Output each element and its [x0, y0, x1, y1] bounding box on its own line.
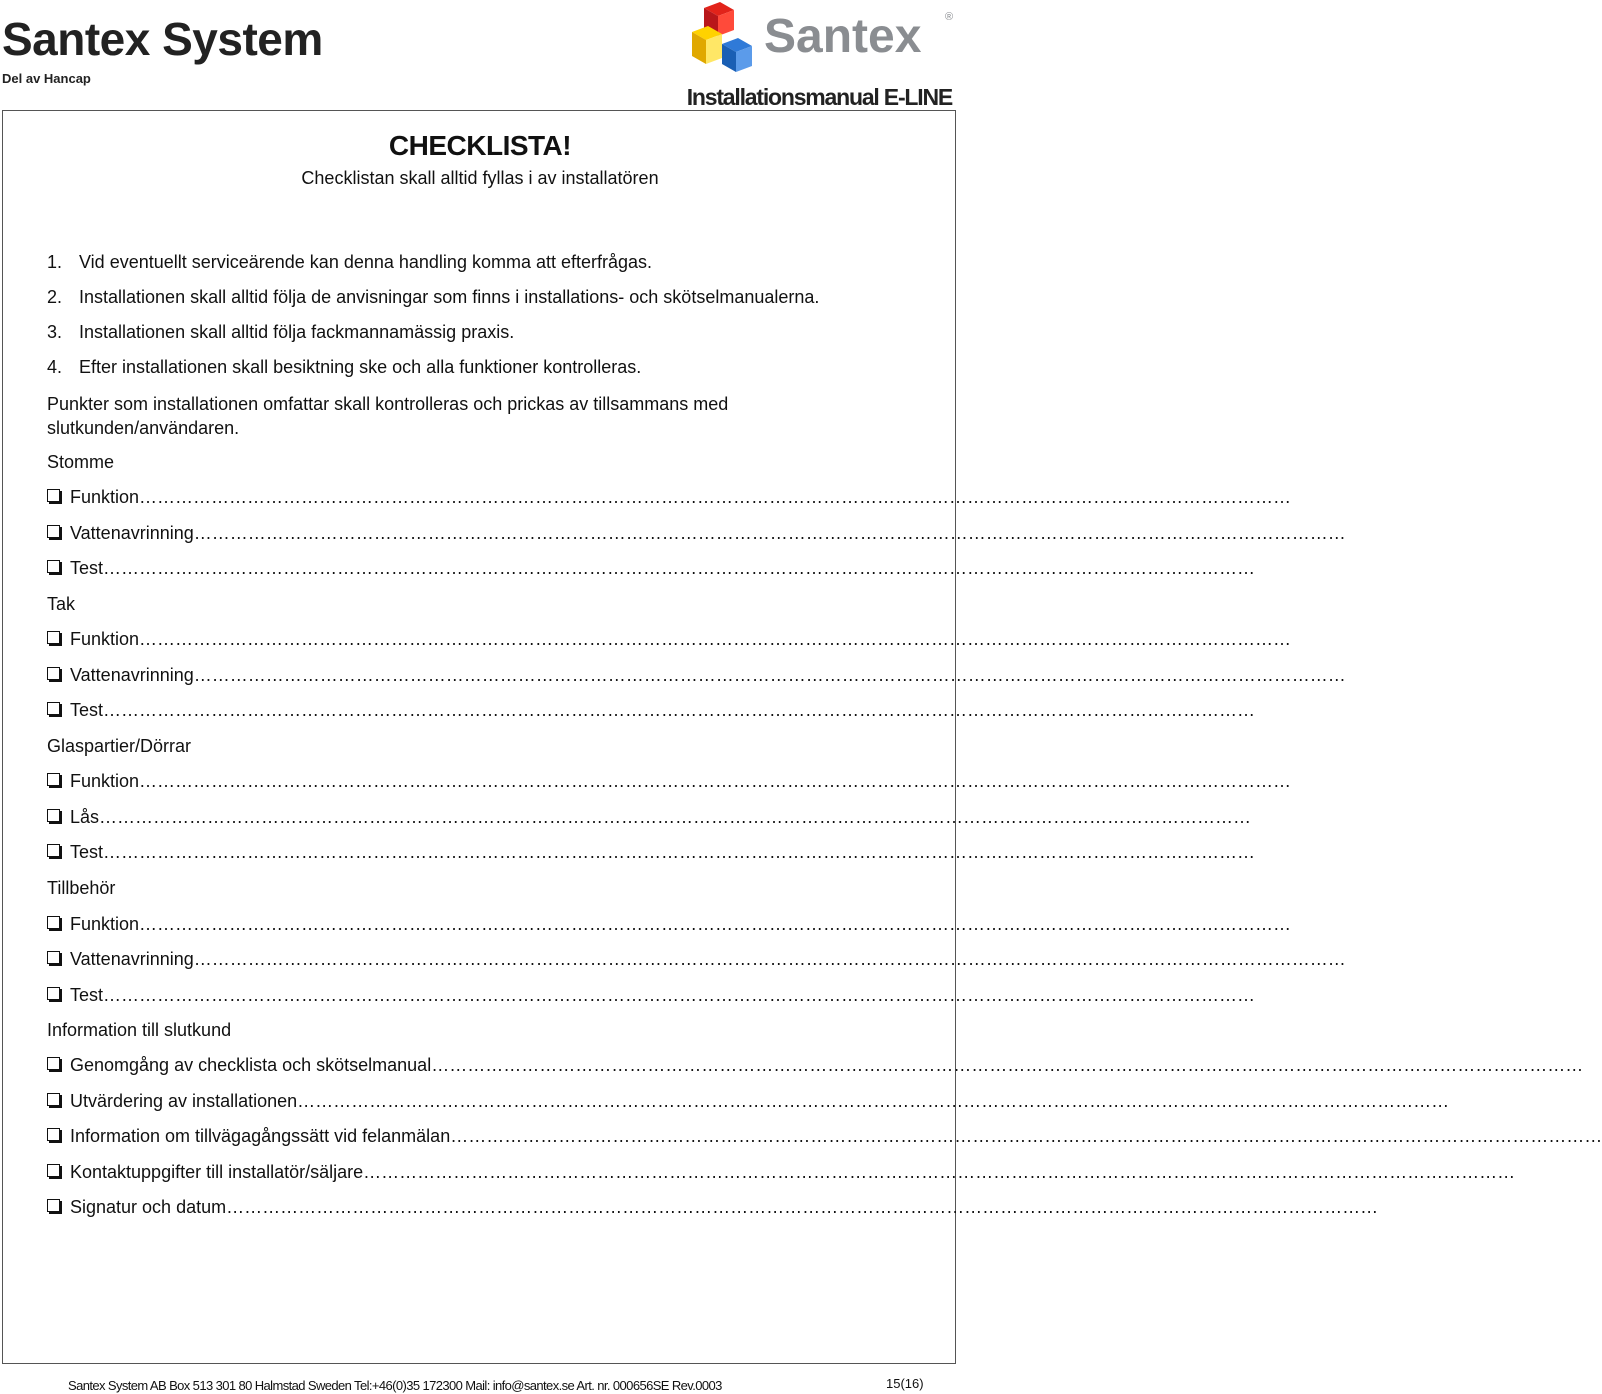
section-title-tak: Tak — [47, 594, 76, 614]
checkbox-icon[interactable] — [47, 525, 60, 538]
checkbox-icon[interactable] — [47, 1093, 60, 1106]
checklist-item[interactable]: Funktion………………………………………………………………………………………………………………………………………………………………………… — [47, 914, 807, 938]
checkbox-icon[interactable] — [47, 951, 60, 964]
checklist-item[interactable]: Funktion………………………………………………………………………………………………………………………………………………………………………… — [47, 771, 807, 795]
brand-title: Santex System — [2, 13, 323, 65]
page-subtitle: Checklistan skall alltid fyllas i av installatören — [301, 168, 659, 188]
checkbox-icon[interactable] — [47, 1128, 60, 1141]
checklist-item[interactable]: Test………………………………………………………………………………………………………………………………………………………………………… — [47, 842, 807, 866]
checklist-item[interactable]: Vattenavrinning………………………………………………………………………………………………………………………………………………………………………… — [47, 523, 807, 547]
checklist-item[interactable]: Test………………………………………………………………………………………………………………………………………………………………………… — [47, 985, 807, 1009]
page-number: 15(16) — [886, 1376, 924, 1391]
checklist-item[interactable]: Signatur och datum………………………………………………………………………………………………………………………………………………………………………… — [47, 1197, 807, 1221]
rule-3: 3. Installationen skall alltid följa fackmannamässig praxis. — [47, 322, 515, 342]
checkbox-icon[interactable] — [47, 773, 60, 786]
checkbox-icon[interactable] — [47, 631, 60, 644]
checkbox-icon[interactable] — [47, 844, 60, 857]
checkbox-icon[interactable] — [47, 489, 60, 502]
checkbox-icon[interactable] — [47, 1057, 60, 1070]
checkbox-icon[interactable] — [47, 702, 60, 715]
rule-4: 4. Efter installationen skall besiktning ske och alla funktioner kontrolleras. — [47, 357, 642, 377]
checkbox-icon[interactable] — [47, 1199, 60, 1212]
page-title: CHECKLISTA! — [388, 130, 572, 161]
santex-logo — [690, 2, 958, 76]
section-title-stomme: Stomme — [47, 452, 115, 472]
footer-address: Santex System AB Box 513 301 80 Halmstad Sweden Tel:+46(0)35 172300 Mail: info@santex.se Art. nr. 000656SE Rev.0003 — [68, 1378, 722, 1393]
checklist-item[interactable]: Vattenavrinning………………………………………………………………………………………………………………………………………………………………………… — [47, 665, 807, 689]
svg-text:®: ® — [945, 11, 954, 23]
manual-title: Installationsmanual E-LINE — [686, 84, 952, 110]
checklist-item[interactable]: Test………………………………………………………………………………………………………………………………………………………………………… — [47, 700, 807, 724]
checklist-item[interactable]: Utvärdering av installationen………………………………………………………………………………………………………………………………………………………………………… — [47, 1091, 807, 1115]
rule-1: 1. Vid eventuellt serviceärende kan denna handling komma att efterfrågas. — [47, 252, 653, 272]
intro-paragraph: Punkter som installationen omfattar skall kontrolleras och prickas av tillsammans med slutkunden/användaren. — [47, 394, 729, 438]
checkbox-icon[interactable] — [47, 1164, 60, 1177]
checkbox-icon[interactable] — [47, 667, 60, 680]
checklist-item[interactable]: Funktion………………………………………………………………………………………………………………………………………………………………………… — [47, 487, 807, 511]
checklist-item[interactable]: Kontaktuppgifter till installatör/säljare………………………………………………………………………………………………………………………………………………………………………… — [47, 1162, 807, 1186]
checklist-item[interactable]: Vattenavrinning………………………………………………………………………………………………………………………………………………………………………… — [47, 949, 807, 973]
logo-wordmark: Santex — [764, 10, 922, 63]
checkbox-icon[interactable] — [47, 560, 60, 573]
section-title-glaspartier: Glaspartier/Dörrar — [47, 736, 192, 756]
section-title-tillbehor: Tillbehör — [47, 878, 116, 898]
rule-2: 2. Installationen skall alltid följa de anvisningar som finns i installations- och skötselmanualerna. — [47, 287, 820, 307]
section-title-information: Information till slutkund — [47, 1020, 232, 1040]
checklist-item[interactable]: Information om tillvägagångssätt vid felanmälan………………………………………………………………………………………………………………………………………………………………………… — [47, 1126, 807, 1150]
logo-cubes-icon — [692, 2, 752, 72]
checklist-item[interactable]: Funktion………………………………………………………………………………………………………………………………………………………………………… — [47, 629, 807, 653]
brand-subtitle: Del av Hancap — [2, 71, 91, 86]
checklist-item[interactable]: Lås………………………………………………………………………………………………………………………………………………………………………… — [47, 807, 807, 831]
checkbox-icon[interactable] — [47, 916, 60, 929]
checkbox-icon[interactable] — [47, 809, 60, 822]
checklist-item[interactable]: Test………………………………………………………………………………………………………………………………………………………………………… — [47, 558, 807, 582]
checkbox-icon[interactable] — [47, 987, 60, 1000]
checklist-item[interactable]: Genomgång av checklista och skötselmanual………………………………………………………………………………………………………………………………………………………………………… — [47, 1055, 807, 1079]
